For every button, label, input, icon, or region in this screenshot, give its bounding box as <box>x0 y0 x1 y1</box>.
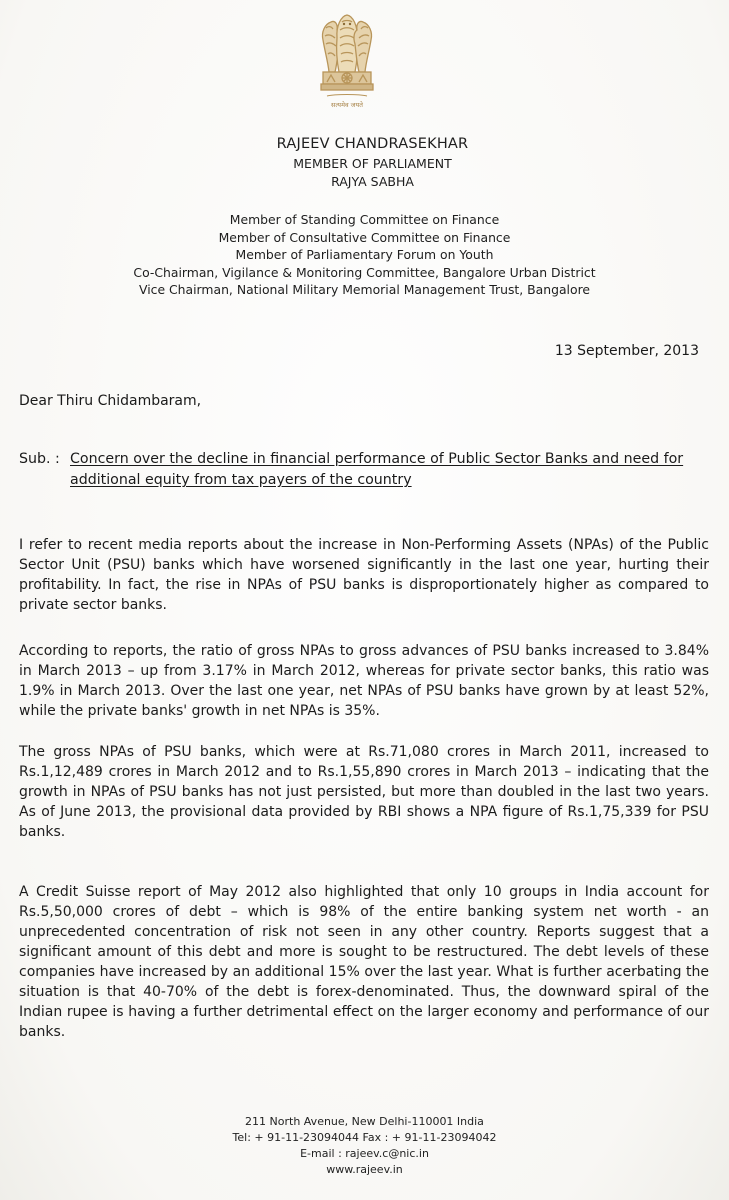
subject-label: Sub. : <box>19 451 60 467</box>
footer-phone: Tel: + 91-11-23094044 Fax : + 91-11-23094042 <box>232 1131 497 1144</box>
emblem-motto: सत्यमेव जयते <box>331 101 363 109</box>
letter-date: 13 September, 2013 <box>554 343 699 359</box>
footer-address: 211 North Avenue, New Delhi-110001 India <box>245 1115 484 1128</box>
committee-line: Member of Standing Committee on Finance <box>229 212 500 227</box>
body-paragraph: According to reports, the ratio of gross NPAs to gross advances of PSU banks increased to 3.84% in March 2013 – up from 3.17% in March 2012, whereas for private sector banks, this ratio was 1.9% in March 2013. Over the last one year, net NPAs of PSU banks have grown by at least 52%, while the private banks' growth in net NPAs is 35%. <box>19 643 709 719</box>
state-emblem-icon <box>313 10 381 120</box>
subject-text: Concern over the decline in financial performance of Public Sector Banks and need for additional equity from tax payers of the country <box>70 451 684 488</box>
letterhead-name: RAJEEV CHANDRASEKHAR <box>276 136 469 152</box>
footer-website: www.rajeev.in <box>326 1163 403 1176</box>
footer-email: E-mail : rajeev.c@nic.in <box>300 1147 429 1160</box>
body-paragraph: The gross NPAs of PSU banks, which were at Rs.71,080 crores in March 2011, increased to Rs.1,12,489 crores in March 2012 and to Rs.1,55,890 crores in March 2013 – indicating that the growth in NPAs of PSU banks has not just persisted, but more than doubled in the last two years. As of June 2013, the provisional data provided by RBI shows a NPA figure of Rs.1,75,339 for PSU banks. <box>19 744 709 840</box>
committee-line: Member of Consultative Committee on Finance <box>218 229 511 245</box>
letterhead-house: RAJYA SABHA <box>331 174 414 189</box>
committee-line: Co-Chairman, Vigilance & Monitoring Committee, Bangalore Urban District <box>133 264 596 280</box>
letterhead-title: MEMBER OF PARLIAMENT <box>293 156 452 171</box>
salutation: Dear Thiru Chidambaram, <box>19 393 202 409</box>
committee-line: Vice Chairman, National Military Memorial Management Trust, Bangalore <box>138 282 591 297</box>
body-paragraph: A Credit Suisse report of May 2012 also highlighted that only 10 groups in India account for Rs.5,50,000 crores of debt – which is 98% of the entire banking system net worth - an unprecedented concentration of risk not seen in any other country. Reports suggest that a significant amount of this debt and more is sought to be restructured. The debt levels of these companies have increased by an additional 15% over the last year. What is further acerbating the situation is that 40-70% of the debt is forex-denominated. Thus, the downward spiral of the Indian rupee is having a further detrimental effect on the larger economy and performance of our banks. <box>19 884 709 1040</box>
committee-line: Member of Parliamentary Forum on Youth <box>235 247 494 262</box>
committee-list <box>0 211 729 299</box>
body-paragraph: I refer to recent media reports about the increase in Non-Performing Assets (NPAs) of the Public Sector Unit (PSU) banks which have worsened significantly in the last one year, hurting their profitability. In fact, the rise in NPAs of PSU banks is disproportionately higher as compared to private sector banks. <box>19 537 709 613</box>
letter-footer <box>0 1114 729 1178</box>
